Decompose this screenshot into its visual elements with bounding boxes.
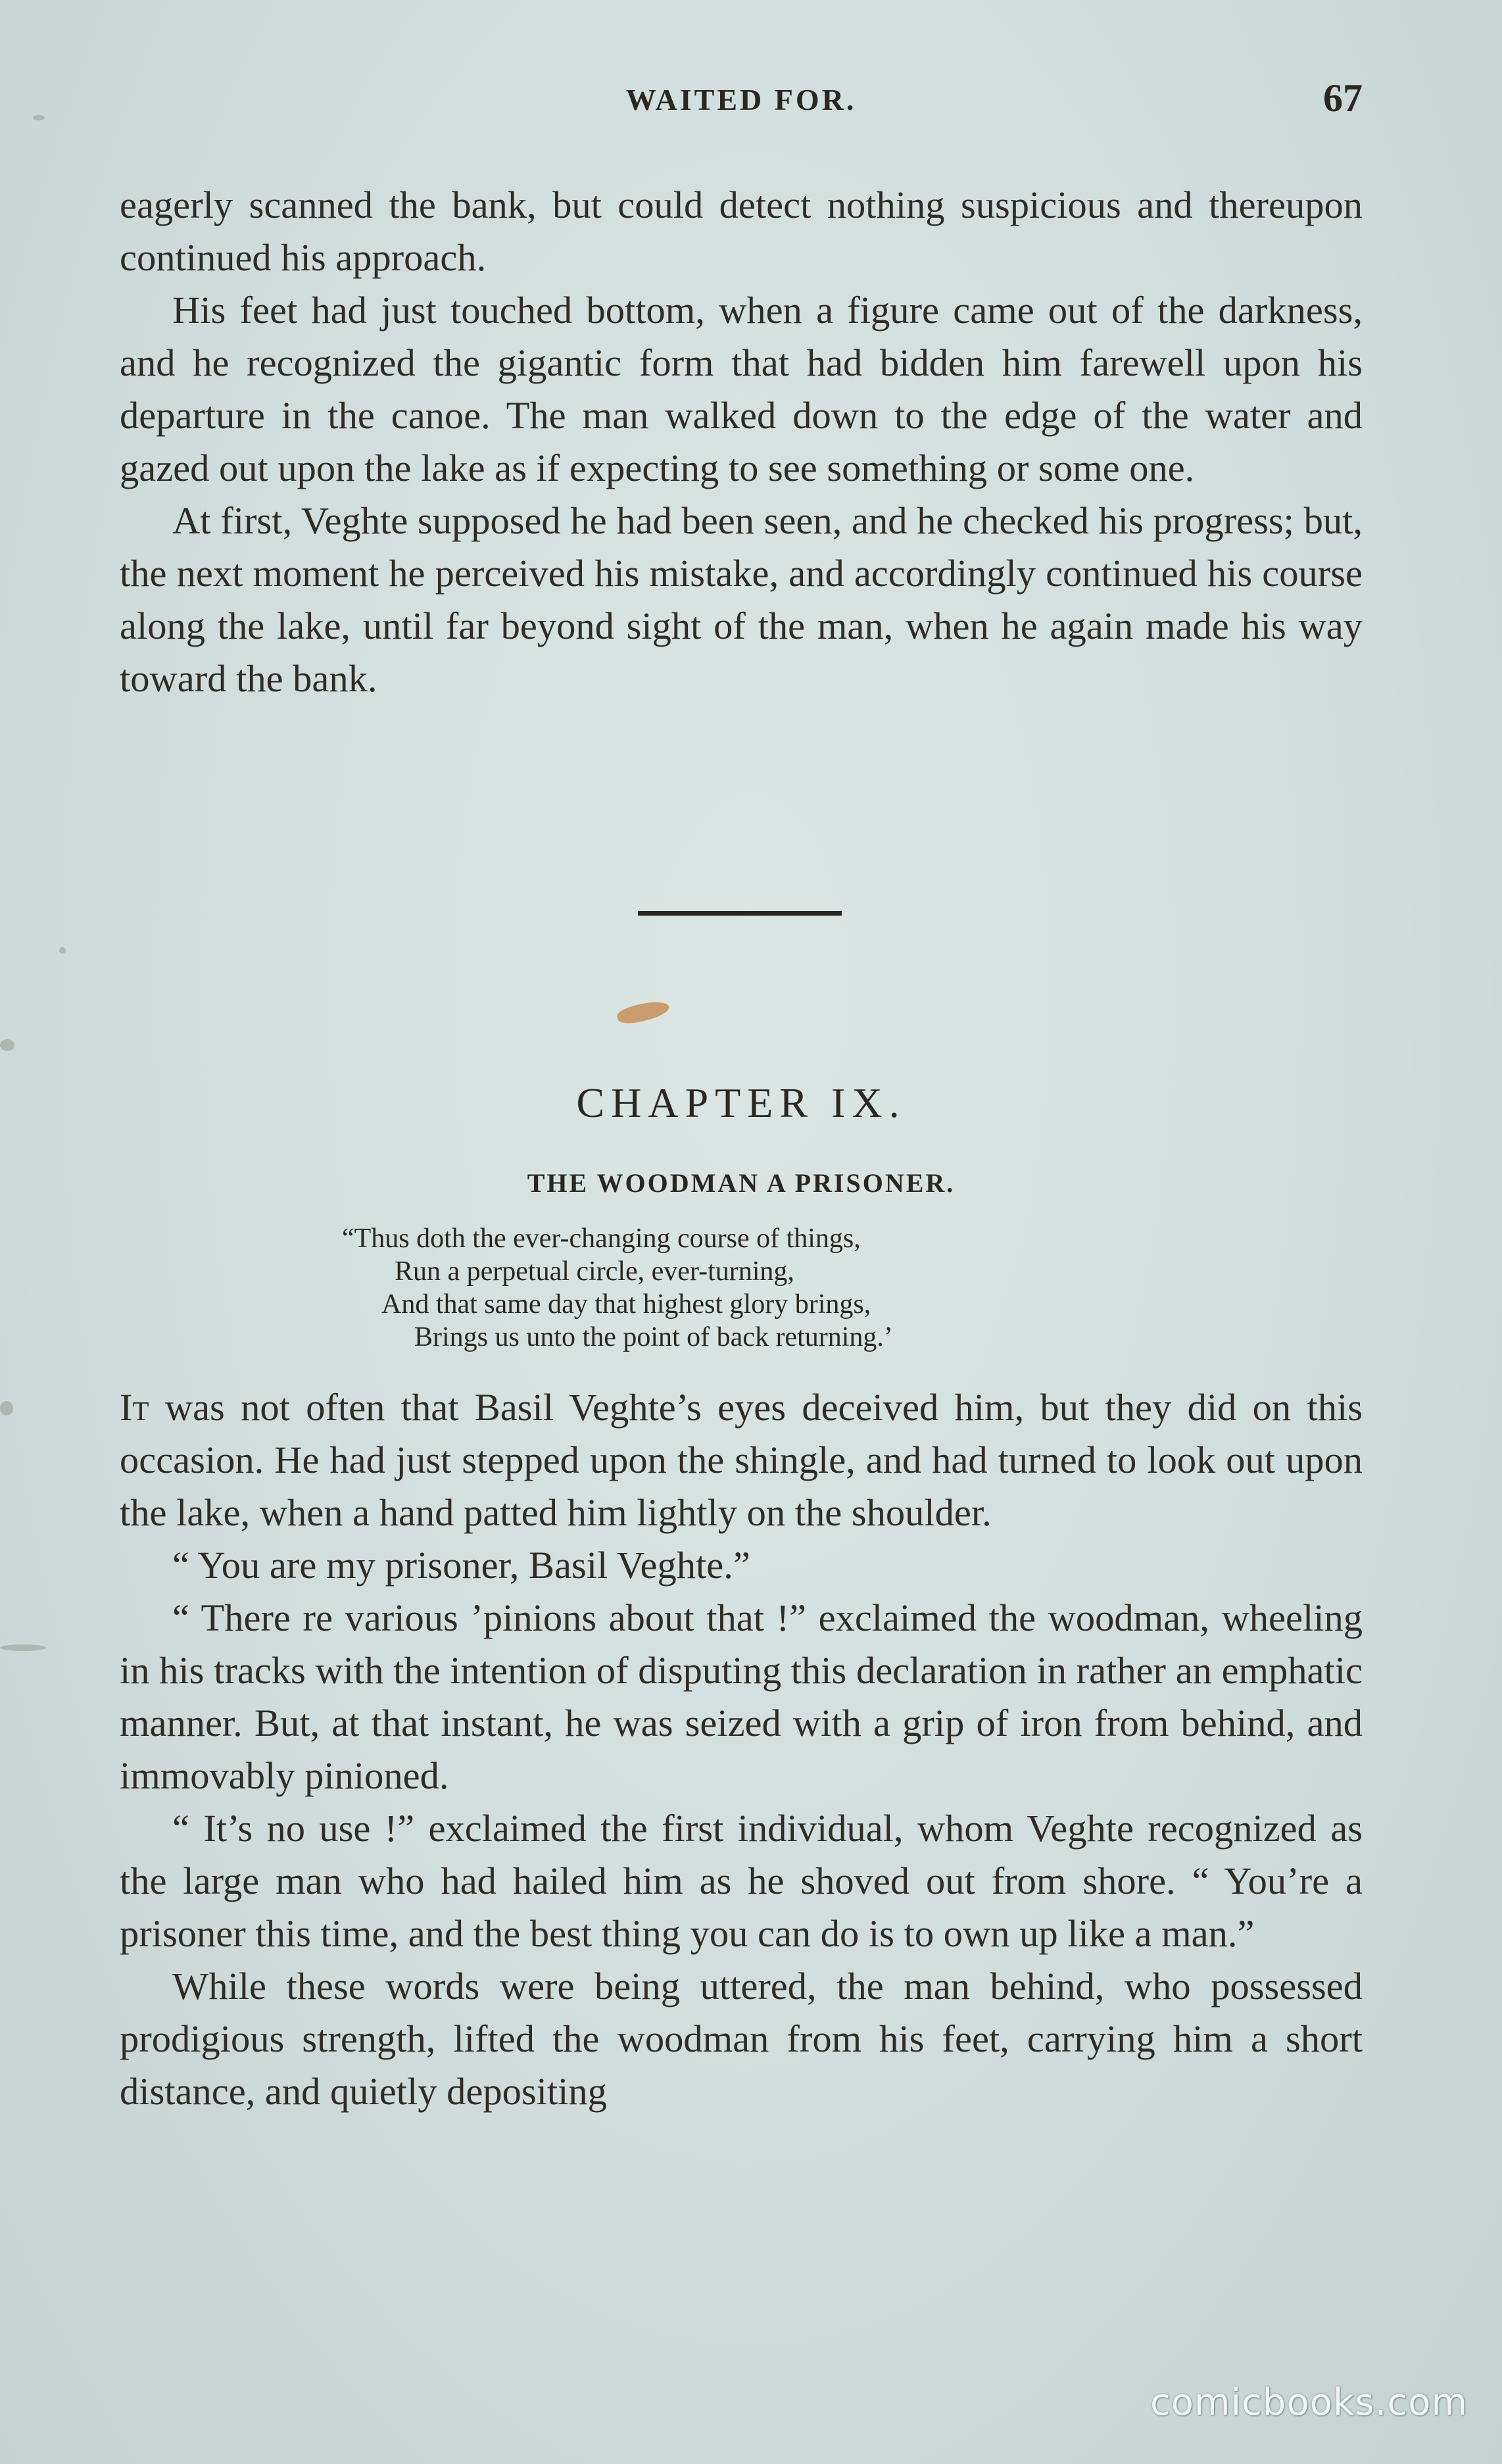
opening-paragraph-text: was not often that Basil Veghte’s eyes deceived him, but they did on this occasion. He had just stepped upon the shingle, and had turned to look out upon the lake, when a hand patted him lightly on the shoulder. bbox=[120, 1386, 1363, 1534]
ink-speck bbox=[59, 947, 66, 954]
printer-ornament bbox=[616, 998, 671, 1027]
drop-word: It bbox=[120, 1386, 149, 1429]
ink-speck bbox=[33, 115, 45, 120]
site-watermark: comicbooks.com bbox=[1150, 2381, 1468, 2424]
opening-paragraph bbox=[120, 1381, 1363, 1539]
paragraph: At first, Veghte supposed he had been seen, and he checked his progress; but, the next moment he perceived his mistake, and accordingly continued his course along the lake, until far beyond sight of the man, when he again made his way toward the bank. bbox=[120, 499, 1363, 700]
epigraph-line: Run a perpetual circle, ever-turning, bbox=[395, 1256, 794, 1287]
paragraph: His feet had just touched bottom, when a figure came out of the darkness, and he recognized the gigantic form that had bidden him farewell upon his departure in the canoe. The man walked down to the edge of the water and gazed out upon the lake as if expecting to see something or some one. bbox=[120, 289, 1363, 489]
epigraph-line: And that same day that highest glory brings, bbox=[381, 1289, 871, 1319]
text-block-bottom bbox=[120, 1381, 1363, 2118]
running-head: WAITED FOR. bbox=[625, 83, 857, 116]
chapter-subtitle: THE WOODMAN A PRISONER. bbox=[527, 1168, 956, 1198]
epigraph bbox=[342, 1222, 1197, 1354]
text-block-top bbox=[120, 179, 1363, 705]
ink-speck bbox=[0, 1039, 14, 1051]
page-header bbox=[120, 76, 1363, 135]
ink-speck bbox=[0, 1644, 46, 1651]
chapter-title: CHAPTER IX. bbox=[576, 1079, 906, 1126]
epigraph-line: Brings us unto the point of back returning.’ bbox=[414, 1322, 893, 1352]
paragraph: “ It’s no use !” exclaimed the first individual, whom Veghte recognized as the large man who had hailed him as he shoved out from shore. “ You’re a prisoner this time, and the best thing you can do is to own up like a man.” bbox=[120, 1807, 1363, 1955]
paragraph: “ There re various ’pinions about that !” exclaimed the woodman, wheeling in his tracks with the intention of disputing this declaration in rather an emphatic manner. But, at that instant, he was seized with a grip of iron from behind, and immovably pinioned. bbox=[120, 1596, 1363, 1797]
paragraph: While these words were being uttered, the man behind, who possessed prodigious strength, lifted the woodman from his feet, carrying him a short distance, and quietly depositing bbox=[120, 1965, 1363, 2113]
ink-speck bbox=[0, 1401, 13, 1416]
epigraph-line: “Thus doth the ever-changing course of things, bbox=[342, 1223, 861, 1254]
section-rule bbox=[638, 911, 842, 916]
page-number: 67 bbox=[1323, 76, 1363, 120]
paragraph: eagerly scanned the bank, but could detect nothing suspicious and thereupon continued his approach. bbox=[120, 184, 1363, 279]
paragraph: “ You are my prisoner, Basil Veghte.” bbox=[172, 1544, 750, 1587]
